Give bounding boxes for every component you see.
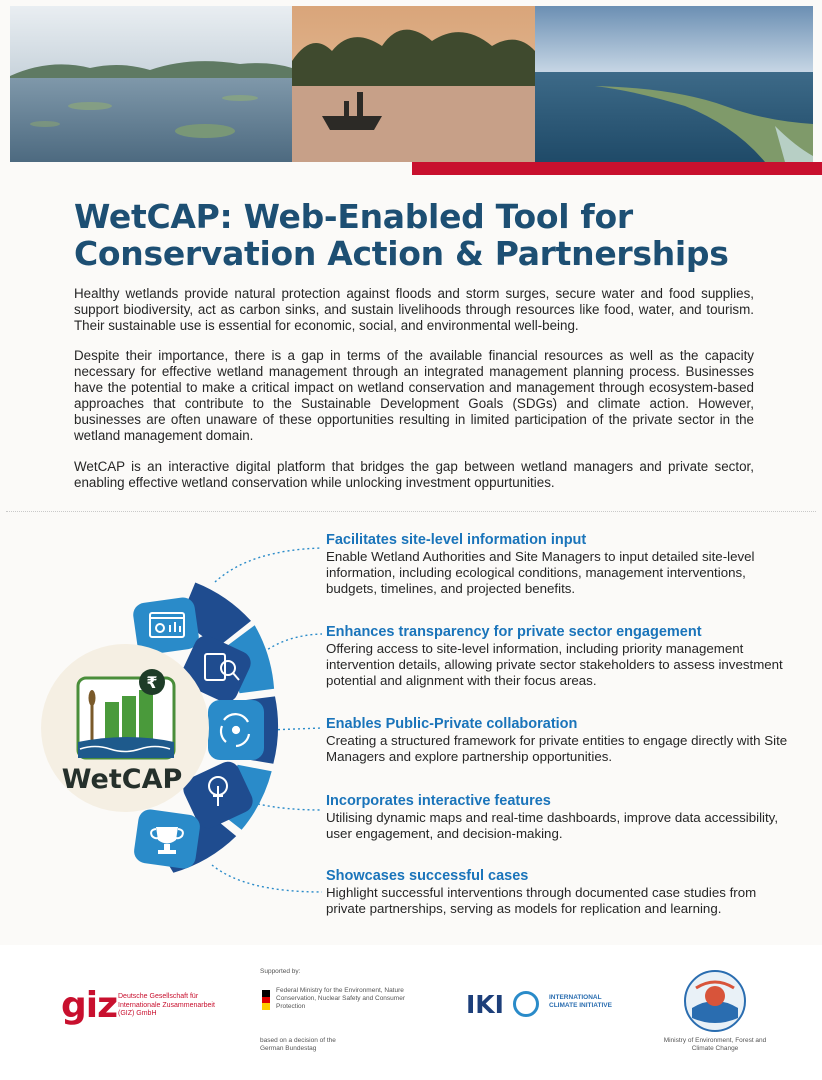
feature-1-text: Enable Wetland Authorities and Site Managers to input detailed site-level information, including ecological conditions, management interventions, budgets, timelines, and projected benefits. [326, 549, 755, 596]
intro-paragraph-2: Despite their importance, there is a gap in terms of the available financial resources as well as the capacity necessary for effective wetland management through an integrated management planning process. Businesses have the potential to make a critical impact on wetland conservation and management through ecosystem-based approaches that contribute to the Sustainable Development Goals (SDGs) and climate action. However, businesses are often unaware of these opportunities resulting in limited participation of the private sector in the wetland management domain. [74, 348, 754, 443]
photo-strip [10, 6, 813, 162]
giz-logo: giz [61, 985, 118, 1026]
feature-2-title: Enhances transparency for private sector engagement [326, 624, 702, 640]
feature-2-text: Offering access to site-level information, including priority management intervention details, allowing private sector stakeholders to assess investment potential and alignment with their focus areas. [326, 641, 783, 688]
feature-4 [326, 793, 796, 842]
feature-5-text: Highlight successful interventions through documented case studies from private partnerships, serving as models for replication and learning. [326, 885, 757, 916]
bmuv-name: Federal Ministry for the Environment, Nature Conservation, Nuclear Safety and Consumer Protection [276, 987, 405, 1010]
section-divider [6, 511, 816, 512]
feature-5 [326, 868, 796, 917]
iki-globe-icon [513, 991, 539, 1017]
wetland-photo-boat [292, 6, 535, 162]
wetcap-logo-icon [78, 669, 174, 758]
giz-name: Deutsche Gesellschaft für Internationale Zusammenarbeit (GIZ) GmbH [118, 993, 215, 1017]
feature-3-title: Enables Public-Private collaboration [326, 716, 578, 732]
bundestag-note: based on a decision of the German Bundestag [260, 1037, 336, 1052]
wetland-photo-coast [535, 6, 813, 162]
currency-symbol: ₹ [146, 673, 158, 692]
feature-2 [326, 624, 796, 688]
feature-1 [326, 532, 796, 596]
wetland-photo-lake [10, 6, 292, 162]
feature-1-title: Facilitates site-level information input [326, 532, 587, 548]
iki-logo: IKI [466, 990, 504, 1019]
feature-4-text: Utilising dynamic maps and real-time dashboards, improve data accessibility, user engagement, and decision-making. [326, 810, 779, 841]
moefcc-emblem-icon [680, 966, 750, 1036]
feature-5-title: Showcases successful cases [326, 868, 529, 884]
iki-name: INTERNATIONAL CLIMATE INITIATIVE [549, 994, 612, 1009]
connector-2 [260, 634, 322, 655]
moefcc-name: Ministry of Environment, Forest and Climate Change [663, 1037, 767, 1052]
wetcap-wordmark: WetCAP [61, 764, 183, 795]
connector-5 [212, 865, 322, 892]
feature-4-title: Incorporates interactive features [326, 793, 551, 809]
intro-paragraph-3: WetCAP is an interactive digital platform that bridges the gap between wetland managers and private sector, enabling effective wetland conservation while unlocking investment oppurtunities. [74, 459, 754, 490]
connector-1 [215, 548, 322, 582]
feature-3 [326, 716, 796, 765]
feature-3-text: Creating a structured framework for private entities to engage directly with Site Managers and explore partnership opportunities. [326, 733, 788, 764]
connector-4 [258, 804, 322, 810]
feature-wheel [0, 520, 330, 940]
supported-by-label: Supported by: [260, 968, 301, 975]
intro-paragraph-1: Healthy wetlands provide natural protection against floods and storm surges, secure water and food supplies, support biodiversity, act as carbon sinks, and sustain livelihoods through resources like food, water, and tourism. Their sustainable use is essential for economic, social, and environmental well-being. [74, 286, 754, 333]
red-accent-bar [412, 162, 822, 175]
page-title: WetCAP: Web-Enabled Tool for Conservation Action & Partnerships [74, 197, 729, 273]
german-flag-icon [262, 990, 270, 1010]
